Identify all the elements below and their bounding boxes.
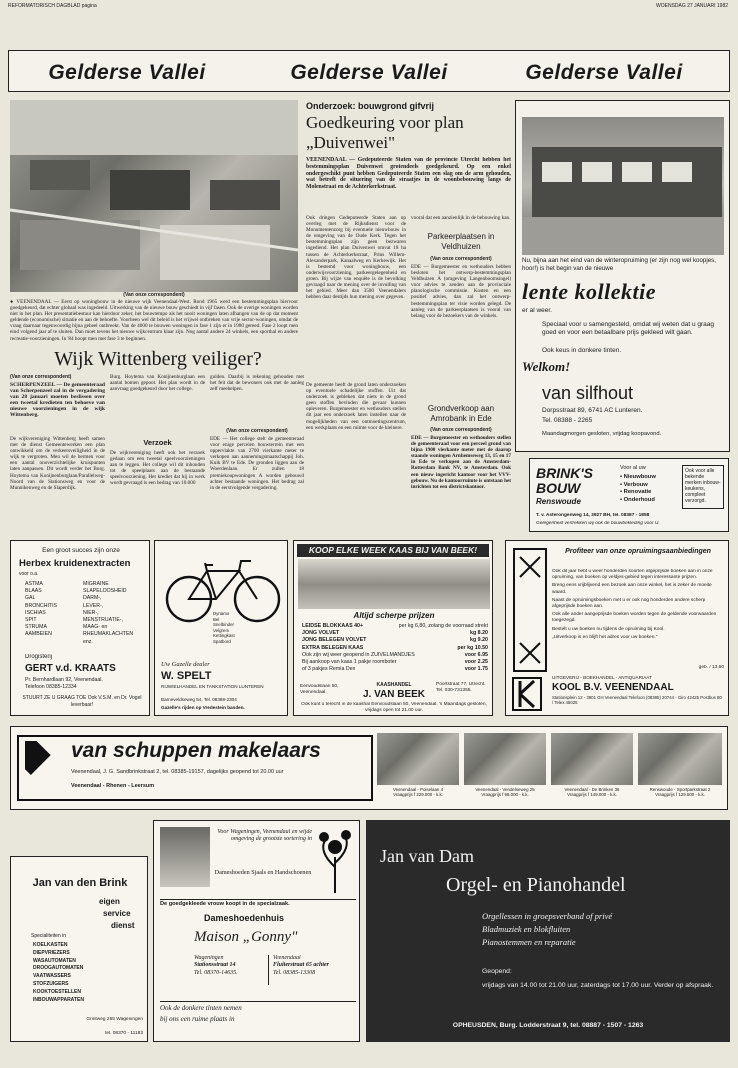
list-item: • Renovatie <box>620 489 652 495</box>
gonny-right-phone: Tel. 08385-13308 <box>273 969 316 976</box>
list-item: MIGRAINE <box>83 581 109 587</box>
kool-title: Profiteer van onze opruimingsaanbiedingen <box>565 548 711 555</box>
article1-headline: Goedkeuring voor plan „Duivenwei" <box>306 113 464 152</box>
list-item: Snelbinder <box>213 622 234 628</box>
list-item: Dynamo <box>213 611 230 616</box>
herbex-phone: Telefoon 08385-12334 <box>25 684 77 690</box>
list-item: LEIDSE BLOKKAAS 40+ per kg 6,80, zolang de voorraad strekt <box>302 623 488 629</box>
list-item: GAL <box>25 595 36 602</box>
gonny-right-city: Veenendaal <box>273 955 301 961</box>
house-street: Veenendaal - Poiselaan 4 <box>392 787 444 792</box>
list-item: KOOKTOESTELLEN <box>33 988 81 995</box>
list-item: • Nieuwbouw <box>620 474 656 480</box>
article1-lead: VEENENDAAL — Gedeputeerde Staten van de provincie Utrecht hebben het bestemmingsplan Duivenwei grotendeels goedgekeurd. Op een enkel ondergeschikt punt hebben Gedeputeerde Staten een slag om de arm gehouden, wat betreft de situering van de straatjes in de woonbebouwing langs de Molenstraat en de Achterkerkstraat. <box>306 157 511 191</box>
list-item: DARM-, <box>83 595 102 602</box>
list-item: SLAPELOOSHEID <box>83 588 127 595</box>
brink-items <box>33 942 133 1008</box>
vandam-open: vrijdags van 14.00 tot 21.00 uur, zaterdags tot 17.00 uur. Verder op afspraak. <box>482 982 714 989</box>
list-item: Bel <box>213 616 220 622</box>
list-item: Bij aankoop van kaas 1 pakje roomboter voor 2.25 <box>302 659 488 666</box>
article2-col2: Burg. Hoytema van Konijnenburglaan een aantal bomen gepoot. Het plan wordt in de aanvraag goedgekeurd door het college. <box>110 374 205 393</box>
list-item: JONG VOLVET kg 8.20 <box>302 630 488 637</box>
article2-sub2-credit: (Van onze correspondent) <box>226 428 288 434</box>
kaas-footer: Ook kunt u terecht in de kaashal Eenvoudslaan 50, Veenendaal. 's Maandags gesloten, vrijdags open tot 21.00 uur. <box>301 702 487 713</box>
kool-line: Naast de opruimingsboeken met u er ook nog honderden andere scherp afgeprijsde boeken aan. <box>552 597 706 610</box>
list-item: EXTRA BELEGEN KAAS per kg 10.50 <box>302 644 488 651</box>
brinks-head: Voor al uw <box>620 465 646 471</box>
list-item: AAMBEIEN <box>25 631 52 638</box>
article1-col1: Ook dringen Gedeputeerde Staten aan op overleg met de Rijksdienst voor de Monumentenzorg bij eventuele nieuwbouw in de omgeving van de Oude Kerk. Tegen het bestemmingsplan zijn geen bezwaren ingediend. Het plan Duivenwei omvat 18 ha tussen de Achterkerkstraat, Prins Willem-Alexanderpark, Kanaalweg en Kerkewijk. Het is bestemd voor woningbouw, een onderwijsvoorziening, parkeergelegenheid en groen. Bij wijze van enquête is de bevolking gevraagd naar de mening over de invulling van het gebied. Meer dan 3500 Veenendalers hebben daar destijds hun mening over gegeven. <box>306 215 406 301</box>
gonny-right-address: Fluiterstraat 65 achter <box>273 962 330 969</box>
gonny-category: Dameshoeden Sjaals en Handschoenen <box>214 869 312 876</box>
list-item: MAAG- en <box>83 624 108 631</box>
list-item: STOFZUIGERS <box>33 980 69 987</box>
silfhout-sub: er al weer. <box>522 307 552 314</box>
gonny-intro: Voor Wageningen, Veenendaal en wijde omgeving de grootste sortering in <box>217 829 312 843</box>
herbex-col2 <box>83 581 147 651</box>
list-item: enz. <box>83 638 93 645</box>
house-street: Veenendaal - Vendelseweg 25 <box>475 787 535 792</box>
list-item: Kettingkast <box>213 633 235 639</box>
brinks-place: Renswoude <box>536 497 581 506</box>
brinks-address: T. v. Asterongenweg 14, 3927 BH, tel. 08387 - 1858 <box>536 513 650 518</box>
list-item: SPIT <box>25 617 37 624</box>
schuppen-address: Veenendaal, J. G. Sandbrinkstraat 2, tel. 08385-19157, dagelijks geopend tot 20.00 uur <box>71 769 284 775</box>
ad-kool <box>505 540 729 716</box>
house-price: Vraagprijs f 149.000 - k.k. <box>567 792 617 798</box>
masthead <box>8 2 728 12</box>
list-item: ISCHIAS <box>25 609 46 616</box>
house-card <box>464 733 546 805</box>
house-photo <box>551 733 633 785</box>
ad-maison-gonny <box>153 820 360 1042</box>
silfhout-welcome: Welkom! <box>522 359 571 374</box>
kaas-left-address: Eenvoudslaan 50, Veenendaal. <box>300 684 339 695</box>
brink-tag2: service <box>103 909 131 918</box>
list-item: DROOGAUTOMATEN <box>33 965 84 972</box>
herbex-note: STUURT ZE U GRAAG TOE Ook V.S.M. en Dr. Vogel leverbaar! <box>22 695 142 708</box>
ad-herbex <box>10 540 150 716</box>
vandam-name: Jan van Dam <box>380 846 474 866</box>
list-item: STRUMA <box>25 624 47 631</box>
gonny-left <box>194 955 266 985</box>
photo-caption: ● VEENENDAAL — Eerst op woningbouw in de nieuwe wijk Veenendaal-West. Rond 1965 werd een bestemmingsplan hiervoor goedgekeurd, dat echter globaal was ingedeeld. Uitwerking van de nieuwe bouw geschiedt in vijf fasen. Ook de overige woningen worden niet in het plan. Het presentatiebestuur kan hierdoor zeker, het bouwtempo als het nooit woningen laten afhangen van de op dat moment geldende (economische) situatie en aan de behoefte. Voorheen wel dit beleid is het vrijwel ontbreken van vrije sector-woningen, omdat de vraag daarnaar tegenwoordig bijna geheel ontbreekt. Van de 4000 te bouwen woningen in fase 1 zijn er in 1980 gereed. Fase 2 loopt men eind volgend jaar af te sluiten. Dan moet tevens het nieuwe wijkcentrum klaar zijn. Nog aantal andere 24 winkels, een sporthal en andere recreatie-voorzieningen. In '84 hoopt men met fase 3 te beginnen. <box>10 299 298 342</box>
gonny-left-phone: Tel. 08370-14635. <box>194 969 238 976</box>
vandam-line: Orgellessen in groepsverband of privé <box>482 911 613 921</box>
list-item: VAATWASSERS <box>33 973 71 980</box>
house-price: Vraagprijs f 229.000 - k.k. <box>393 792 443 798</box>
list-item: LEVER-, <box>83 602 104 609</box>
kaas-right-address: Poortstraat 77, Utrecht. Tel. 030-731355. <box>436 682 486 693</box>
list-item: DIEPVRIEZERS <box>33 949 70 956</box>
spelt-name: W. SPELT <box>161 670 212 682</box>
vandam-line: Pianostemmen en reparatie <box>482 937 576 947</box>
article2-sub: Verzoek <box>143 438 172 447</box>
kool-body <box>552 569 724 667</box>
list-item: Ook zijn wij weer geopend in ZUIVELMANDJES voor 6.95 <box>302 651 488 658</box>
list-item: • Verbouw <box>620 481 648 488</box>
spelt-slogan: Uw Gazelle dealer <box>161 661 210 668</box>
herbex-address: Pr. Bernhardlaan 92, Veenendaal. <box>25 677 103 683</box>
list-item: Velgrem <box>213 627 230 633</box>
cheese-photo <box>298 559 490 609</box>
list-item: INBOUWAPPARATEN <box>33 996 84 1003</box>
hat-photo <box>160 827 210 887</box>
ad-jan-van-den-brink <box>10 856 148 1042</box>
house-photo <box>464 733 546 785</box>
house-card <box>377 733 459 805</box>
house-price: Vraagprijs f 98.000 - k.k. <box>481 792 529 798</box>
list-item: Spatbord <box>213 638 231 644</box>
ad-jan-van-dam <box>366 820 730 1042</box>
herbex-name: GERT v.d. KRAATS <box>25 663 116 674</box>
gonny-footer2: bij ons een ruime plaats in <box>160 1015 235 1023</box>
brinks-footer: Gelegenheid vertrekken wij ook de bouwbekleding voor U. <box>536 521 660 526</box>
list-item: KOELKASTEN <box>33 942 68 948</box>
spelt-desc: RIJWIELHANDEL EN TANKSTATION LUNTEREN <box>161 684 264 689</box>
herbex-title: Herbex kruidenextracten <box>19 558 131 569</box>
list-item: BLAAS <box>25 588 42 595</box>
house-photo <box>377 733 459 785</box>
k-emblem-icon <box>512 677 542 711</box>
list-item: JONG BELEGEN VOLVET kg 9.20 <box>302 637 488 644</box>
gonny-right <box>268 955 358 985</box>
section-banner <box>8 50 730 92</box>
ad-van-schuppen <box>10 726 728 810</box>
house-card <box>551 733 633 805</box>
kool-line: Breng eens vrijblijvend een bezoek aan onze winkel, het is zeker de moeite waard. <box>552 583 712 595</box>
kool-line: Ook alle ander aangeprijsde boeken worden tegen de geldende voorwaarden toegezegd. <box>552 612 717 624</box>
gonny-shop: Dameshoedenhuis <box>204 913 285 923</box>
article1-kicker: Onderzoek: bouwgrond gifvrij <box>306 101 434 111</box>
article2-col3: gulden. Daarbij is rekening gehouden met het feit dat de bewoners ook met de aanleg zelf meehelpen. <box>210 374 304 393</box>
brink-name: Jan van den Brink <box>32 877 128 889</box>
article1-sub1-text: EDE — Burgemeester en wethouders hebben besloten het ontwerp-bestemmingsplan Veldhuizen A (omgeving Langenboomsingel) voor advies te zenden aan de provinciale planologische commissie. Kosten en een positief advies, dan zal het ontwerp-bestemmingsplan ter visie worden gelegd. De aanleg van de parkeerplaatsen is vooral van belang voor de bezoekers van de winkels. <box>411 264 511 319</box>
list-item: BRONCHITIS <box>25 602 57 609</box>
banner-label-2: Gelderse Vallei <box>290 61 448 84</box>
brink-tag1: eigen <box>99 897 120 906</box>
masthead-left: REFORMATORISCH DAGBLAD pagina <box>8 3 97 9</box>
house-card <box>638 733 722 805</box>
brinks-side: Ook voor alle bekende merken inbouw-keukens, compleet verzorgd. <box>682 465 724 509</box>
ad-spelt <box>154 540 288 716</box>
brink-spec: Specialiteiten in <box>31 933 67 939</box>
spelt-footer: Gazelle's rijden op Vredestein banden. <box>161 705 245 710</box>
masthead-right: WOENSDAG 27 JANUARI 1982 <box>656 3 728 9</box>
silfhout-body2: Ook keus in donkere tinten. <box>542 347 622 354</box>
silfhout-phone: Tel. 08388 - 2265 <box>542 417 593 424</box>
house-street: Renswoude - Sportparkstraat 2 <box>649 787 711 792</box>
schuppen-logo-icon <box>25 741 65 781</box>
k-logo-icon <box>512 547 548 673</box>
kaas-name: J. VAN BEEK <box>362 689 426 700</box>
kool-line: „Uitverkoop is en blijft het adres voor uw boeken." <box>552 634 658 640</box>
kaas-shop: KAASHANDEL <box>376 682 412 688</box>
aerial-photo <box>10 100 298 292</box>
silfhout-caption: Nu, bijna aan het eind van de winteropruiming (er zijn nog wel koopjes, hoor!) is het begin van de nieuwe <box>522 257 716 272</box>
herbex-intro: Een groot succes zijn onze <box>42 547 120 554</box>
schuppen-name: van schuppen makelaars <box>71 739 321 762</box>
photo-credit: (Van onze correspondent) <box>123 292 185 298</box>
house-price: Vraagprijs f 129.500 - k.k. <box>655 792 705 798</box>
gonny-strap: De goedgekleede vrouw koopt in de specialzaak. <box>160 899 356 907</box>
brinks-logo-2: BOUW <box>536 480 581 496</box>
kool-sig: geb. / 13,60 <box>698 665 724 670</box>
ad-kaas <box>293 540 493 716</box>
list-item: NIER-, <box>83 609 99 616</box>
article2-col1: De wijkvereniging Wittenberg heeft samen met de dienst Gemeentewerken een plan ontwikkeld om de verkeersveiligheid in de wijk te vergroten. Men wil de bermen voor een aantal onoverzichtelijke kruispunten laten aanpassen. Dit wordt verder het Burg. Hoytema van Konijnenburglaan/Parallelweg-Noord van de Stationsweg en voor de Munnikenweg en de Slaperdijk. <box>10 436 105 491</box>
article2-credit: (Van onze correspondent) <box>10 374 72 380</box>
kool-shop: UITGEVERIJ - BOEKHANDEL - ANTIQUARIAAT <box>552 675 652 680</box>
list-item: ASTMA <box>25 581 43 587</box>
silfhout-body: Speciaal voor u samengesteld, omdat wij weten dat u graag goed en voor een betaalbare prijs gekleed wilt gaan. <box>542 321 714 336</box>
article2-lead: SCHERPENZEEL — De gemeenteraad van Scherpenzeel zal in de vergadering van 28 januari moeten beslissen over een tweetal kredieten ten behoeve van nieuwe voorzieningen in de wijk Wittenberg. <box>10 382 105 419</box>
ad-brinks-bouw <box>529 458 729 532</box>
article1-sub1-credit: (Van onze correspondent) <box>430 256 492 262</box>
gonny-footer1: Ook de donkere tinten nemen <box>160 1001 356 1011</box>
article2-headline: Wijk Wittenberg veiliger? <box>54 348 262 370</box>
schuppen-cities: Veenendaal - Rhenen - Leersum <box>71 783 155 789</box>
storefront-photo <box>522 117 724 255</box>
kaas-subtitle: Altijd scherpe prijzen <box>353 611 435 620</box>
banner-label-3: Gelderse Vallei <box>525 61 683 84</box>
article1-sub2-credit: (Van onze correspondent) <box>430 427 492 433</box>
spelt-address: Barneveldseweg 54, Tel. 08388-2304 <box>161 697 237 702</box>
vandam-address: OPHEUSDEN, Burg. Lodderstraat 9, tel. 08887 - 1507 - 1263 <box>452 1022 644 1029</box>
article1-sub1: Parkeerplaatsen in Veldhuizen <box>427 232 495 251</box>
kaas-title: KOOP ELKE WEEK KAAS BIJ VAN BEEK! <box>297 544 489 557</box>
spelt-labels <box>213 611 283 655</box>
herbex-sub: voor o.a. <box>19 571 39 577</box>
silfhout-address: Dorpsstraat 89, 6741 AC Lunteren. <box>542 407 643 414</box>
brinks-items <box>620 474 680 510</box>
house-photo <box>638 733 722 785</box>
list-item: WASAUTOMATEN <box>33 957 76 964</box>
gonny-left-address: Stationsstraat 14 <box>194 962 236 969</box>
article1-col3: De gemeente heeft de grond laten onderzoeken op eventuele schadelijke stoffen. Uit dat onderzoek is gebleken dat niets in de grond geen stoffen bevinden die gevaar kunnen opleveren. Burgemeester en wethouders stellen dit jaar een onderzoek laten instellen naar de mogelijkheden van een ontmoetingscentrum, een werkplaats en een ruimte voor de kleinere. <box>306 382 406 431</box>
herbex-shop: Drogisterij <box>25 654 53 660</box>
list-item: • Onderhoud <box>620 496 655 503</box>
brink-tag3: dienst <box>111 921 135 930</box>
silfhout-hours: Maandagmorgen gesloten, vrijdag koopavond. <box>542 431 662 437</box>
kool-line: Ook dit jaar hebt u weer honderden soorten afgeprijsde boeken aan in onze opruiming, van boeken op veldjes-gebied tegen interessante prijzen. <box>552 569 713 581</box>
silfhout-headline: lente kollektie <box>522 279 656 304</box>
kool-name: KOOL B.V. VEENENDAAL <box>552 682 674 693</box>
article2-sub2-text: EDE — Het college stelt de gemeenteraad voor enige percelen bouwterrein met een oppervlakte van 2700 vierkante meter te verkopen aan aannemingsmaatschappij Joh. Kuik BV te Ede. De gronden liggen aan de Woerdenlaan. Er zullen 18 premiekoopwoningen A worden gebouwd achter bestaande woningen. Het bedrag zal in de eerstvolgende vergadering. <box>210 436 304 491</box>
list-item: RHEUMAKLACHTEN <box>83 631 134 638</box>
article1-sub2-text: EDE — Burgemeester en wethouders stellen de gemeenteraad voor een perceel grond van bijna 1900 vierkante meter met de daarop staande woningen Arnhemseweg 13, 15 en 17 in Ede te verkopen aan de Amsterdam-Rotterdam Bank NV, te Amsterdam. Ook een nieuw ingericht kantoor voor het VVV-gebouw. Nu de kantoorruimte is ontstaan het inrichten tot een districtskantoor. <box>411 435 511 490</box>
brinks-logo-1: BRINK'S <box>536 465 593 481</box>
list-item: of 3 pakjes Remia Dex voor 1.75 <box>302 666 488 673</box>
kool-info: Stationsplein 12 - 3901 GH Veenendaal Telefoon (08385) 20744 - Giro 42425 Postbus 80 / Telex 45025 <box>552 695 722 706</box>
vandam-title: Orgel- en Pianohandel <box>446 874 626 896</box>
banner-label-1: Gelderse Vallei <box>48 61 206 84</box>
house-street: Veenendaal - De Brinken 36 <box>564 787 620 792</box>
kaas-price-list <box>302 623 488 679</box>
vandam-open-label: Geopend: <box>482 968 512 975</box>
gonny-left-city: Wageningen <box>194 955 224 961</box>
ad-van-silfhout <box>515 100 730 452</box>
brink-phone: tel. 08370 - 11183 <box>105 1031 143 1036</box>
herbex-col1 <box>25 581 80 651</box>
gonny-name: Maison „Gonny" <box>194 929 298 945</box>
brink-address: Grintweg 255 Wageningen <box>86 1017 143 1022</box>
article1-col2: vooral dat een aanzienlijk in de bebouwing kan. <box>411 215 511 221</box>
kool-line: Bestelt u uw boeken nu tijdens de opruiming bij Kool. <box>552 626 665 632</box>
article1-sub2: Grondverkoop aan Amrobank in Ede <box>427 404 495 423</box>
vandam-line: Bladmuziek en blokfluiten <box>482 924 571 934</box>
flower-ornament-icon <box>314 827 356 895</box>
silfhout-name: van silfhout <box>542 383 634 403</box>
article2-sub-text: De wijkvereniging heeft ook het verzoek gedaan om een tweetal speelvoorzieningen aan te leggen. Het college wil dit inhouden tot de speelplaats aan de bestaande speelvoorziening. Het krediet dat hij in werk wordt gevraagd is een bedrag van 10.000 <box>110 450 205 487</box>
list-item: MENSTRUATIE-, <box>83 617 123 624</box>
vandam-lines <box>482 910 722 958</box>
